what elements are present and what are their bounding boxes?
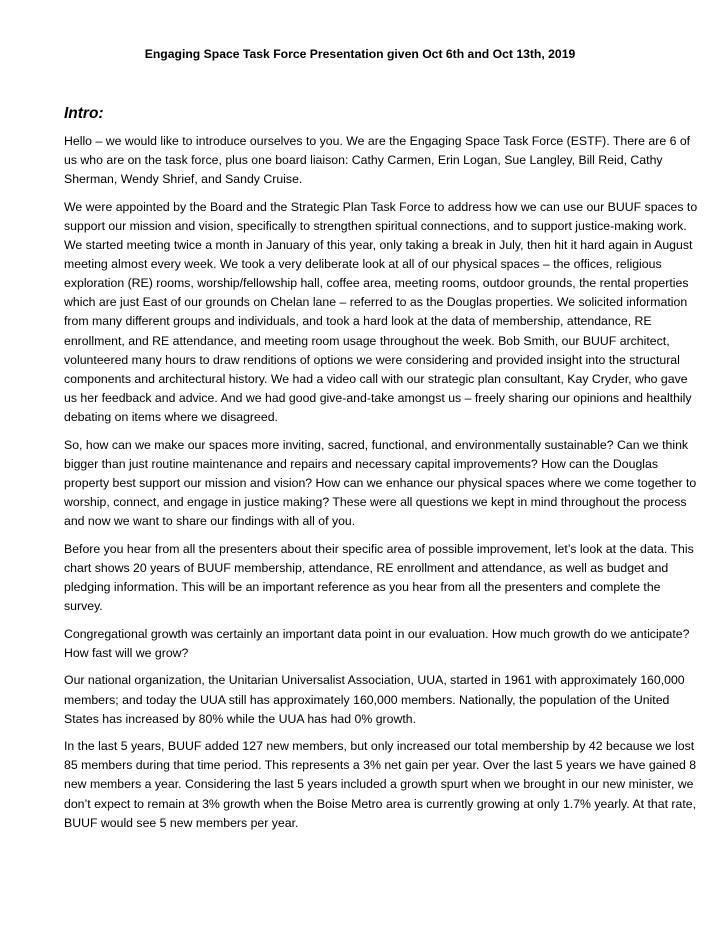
- paragraph: We were appointed by the Board and the Strategic Plan Task Force to address how we can use our BUUF spaces to support our mission and vision, specifically to strengthen spiritual connections, and to support justice-making work. We started meeting twice a month in January of this year, only taking a break in July, then hit it hard again in August meeting almost every week. We took a very deliberate look at all of our physical spaces – the offices, religious exploration (RE) rooms, worship/fellowship hall, coffee area, meeting rooms, outdoor grounds, the rental properties which are just East of our grounds on Chelan lane – referred to as the Douglas properties. We solicited information from many different groups and individuals, and took a hard look at the data of membership, attendance, RE enrollment, and RE attendance, and meeting room usage throughout the week. Bob Smith, our BUUF architect, volunteered many hours to draw renditions of options we were considering and provided insight into the structural components and architectural history. We had a video call with our strategic plan consultant, Kay Cryder, who gave us her feedback and advice. And we had good give-and-take amongst us – freely sharing our opinions and healthily debating on items where we disagreed.: [64, 199, 698, 424]
- paragraph: Hello – we would like to introduce ourselves to you. We are the Engaging Space Task Force (ESTF). There are 6 of us who are on the task force, plus one board liaison: Cathy Carmen, Erin Logan, Sue Langley, Bill Reid, Cathy Sherman, Wendy Shrief, and Sandy Cruise.: [64, 134, 691, 187]
- document-body: [64, 132, 702, 841]
- paragraph: So, how can we make our spaces more inviting, sacred, functional, and environmentally sustainable? Can we think bigger than just routine maintenance and repairs and necessary capital improvements? How can the Douglas property best support our mission and vision? How can we enhance our physical spaces where we come together to worship, connect, and engage in justice making? These were all questions we kept in mind throughout the process and now we want to share our findings with all of you.: [64, 437, 697, 528]
- section-heading-intro: Intro:: [64, 105, 104, 122]
- document-title: Engaging Space Task Force Presentation given Oct 6th and Oct 13th, 2019: [144, 47, 576, 61]
- paragraph: Before you hear from all the presenters about their specific area of possible improvement, let’s look at the data. This chart shows 20 years of BUUF membership, attendance, RE enrollment and attendance, as well as budget and pledging information. This will be an important reference as you hear from all the presenters and complete the survey.: [64, 541, 694, 613]
- paragraph: Congregational growth was certainly an important data point in our evaluation. How much growth do we anticipate? How fast will we grow?: [64, 626, 690, 660]
- paragraph: Our national organization, the Unitarian Universalist Association, UUA, started in 1961 with approximately 160,000 members; and today the UUA still has approximately 160,000 members. Nationally, the population of the United States has increased by 80% while the UUA has had 0% growth.: [64, 673, 685, 726]
- paragraph: In the last 5 years, BUUF added 127 new members, but only increased our total membership by 42 because we lost 85 members during that time period. This represents a 3% net gain per year. Over the last 5 years we have gained 8 new members a year. Considering the last 5 years included a growth spurt when we brought in our new minister, we don’t expect to remain at 3% growth when the Boise Metro area is currently growing at only 1.7% yearly. At that rate, BUUF would see 5 new members per year.: [64, 739, 697, 830]
